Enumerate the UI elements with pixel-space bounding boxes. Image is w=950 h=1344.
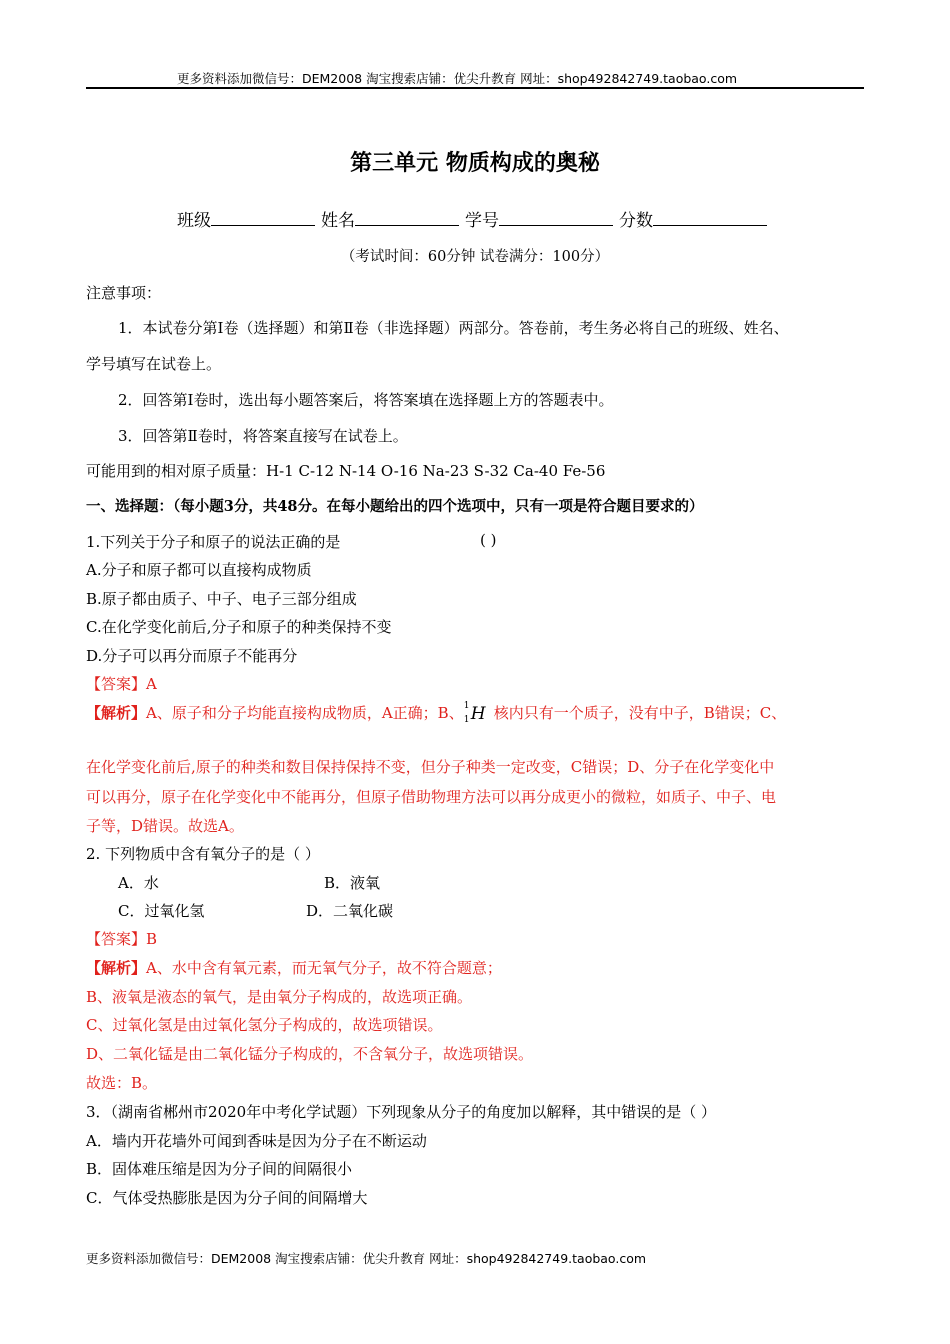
- q1-option-d: D.分子可以再分而原子不能再分: [86, 647, 298, 665]
- note-1b: 学号填写在试卷上。: [86, 355, 222, 373]
- student-info-line: [0, 206, 950, 231]
- nuclide-atomic-number: 1: [463, 715, 470, 725]
- q3-option-b: B．固体难压缩是因为分子间的间隔很小: [86, 1160, 353, 1178]
- section1-heading: 一、选择题：（每小题3分，共48分。在每小题给出的四个选项中，只有一项是符合题目要求的）: [86, 498, 704, 515]
- q1-explanation-line1: [86, 702, 786, 725]
- exam-info: （考试时间：60分钟 试卷满分：100分）: [340, 249, 610, 265]
- nuclide-mass-number: 1: [463, 701, 470, 711]
- q3-option-c: C．气体受热膨胀是因为分子间的间隔增大: [86, 1189, 368, 1207]
- nuclide-element: H: [470, 704, 486, 724]
- q2-answer: 【答案】B: [86, 930, 158, 948]
- q2-explanation-line3: C、过氧化氢是由过氧化氢分子构成的，故选项错误。: [86, 1016, 443, 1034]
- q1-bracket: ( ): [480, 531, 497, 549]
- score-blank: [653, 209, 767, 226]
- name-label: 姓名: [321, 211, 355, 231]
- q1-stem: 1.下列关于分子和原子的说法正确的是: [86, 533, 341, 551]
- q1-explanation-line4: 子等，D错误。故选A。: [86, 817, 244, 835]
- q2-option-c: C．过氧化氢: [118, 902, 205, 920]
- q1-explanation-line2: 在化学变化前后,原子的种类和数目保持保持不变，但分子种类一定改变，C错误；D、分子在化学变化中: [86, 758, 775, 776]
- q2-exp-label: 【解析】: [86, 959, 147, 977]
- q2-explanation-line1: [86, 957, 502, 978]
- header-rule: [86, 87, 864, 89]
- q2-explanation-line4: D、二氧化锰是由二氧化锰分子构成的，不含氧分子，故选项错误。: [86, 1045, 534, 1063]
- score-label: 分数: [619, 211, 653, 231]
- page-footer: 更多资料添加微信号：DEM2008 淘宝搜索店铺：优尖升教育 网址：shop492842749.taobao.com: [86, 1251, 647, 1266]
- q2-explanation-line5: 故选：B。: [86, 1074, 158, 1092]
- q3-stem: 3．（湖南省郴州市2020年中考化学试题）下列现象从分子的角度加以解释，其中错误的是（ ）: [86, 1103, 716, 1121]
- q1-exp1b: 核内只有一个质子，没有中子，B错误；C、: [493, 704, 787, 722]
- page-title: 第三单元 物质构成的奥秘: [350, 150, 600, 176]
- class-blank: [211, 209, 315, 226]
- id-blank: [499, 209, 613, 226]
- note-2: 2．回答第Ⅰ卷时，选出每小题答案后，将答案填在选择题上方的答题表中。: [118, 391, 614, 409]
- q2-option-a: A．水: [118, 874, 159, 892]
- q1-option-a: A.分子和原子都可以直接构成物质: [86, 561, 312, 579]
- note-1a: 1．本试卷分第Ⅰ卷（选择题）和第Ⅱ卷（非选择题）两部分。答卷前，考生务必将自己的班级、姓名、: [118, 319, 789, 337]
- note-3: 3．回答第Ⅱ卷时，将答案直接写在试卷上。: [118, 427, 408, 445]
- id-label: 学号: [465, 211, 499, 231]
- q2-option-d: D．二氧化碳: [306, 902, 394, 920]
- q1-exp1: A、原子和分子均能直接构成物质，A正确；B、: [146, 704, 464, 722]
- class-label: 班级: [177, 211, 211, 231]
- q1-option-c: C.在化学变化前后,分子和原子的种类保持不变: [86, 618, 392, 636]
- q1-exp-label: 【解析】: [86, 704, 147, 722]
- q2-option-b: B．液氧: [324, 874, 381, 892]
- q1-explanation-line3: 可以再分，原子在化学变化中不能再分，但原子借助物理方法可以再分成更小的微粒，如质子、中子、电: [86, 788, 777, 806]
- page-header: 更多资料添加微信号：DEM2008 淘宝搜索店铺：优尖升教育 网址：shop492842749.taobao.com: [177, 71, 738, 86]
- hydrogen-nuclide-symbol: [464, 703, 494, 725]
- name-blank: [355, 209, 459, 226]
- q1-option-b: B.原子都由质子、中子、电子三部分组成: [86, 590, 357, 608]
- q2-explanation-line2: B、液氧是液态的氧气，是由氧分子构成的，故选项正确。: [86, 988, 473, 1006]
- q2-stem: 2. 下列物质中含有氧分子的是（ ）: [86, 845, 320, 863]
- q2-exp1: A、水中含有氧元素，而无氧气分子，故不符合题意；: [146, 959, 502, 977]
- notes-heading: 注意事项：: [86, 284, 162, 302]
- atomic-masses: 可能用到的相对原子质量：H-1 C-12 N-14 O-16 Na-23 S-32 Ca-40 Fe-56: [86, 462, 606, 480]
- q3-option-a: A．墙内开花墙外可闻到香味是因为分子在不断运动: [86, 1132, 427, 1150]
- q1-answer: 【答案】A: [86, 675, 157, 693]
